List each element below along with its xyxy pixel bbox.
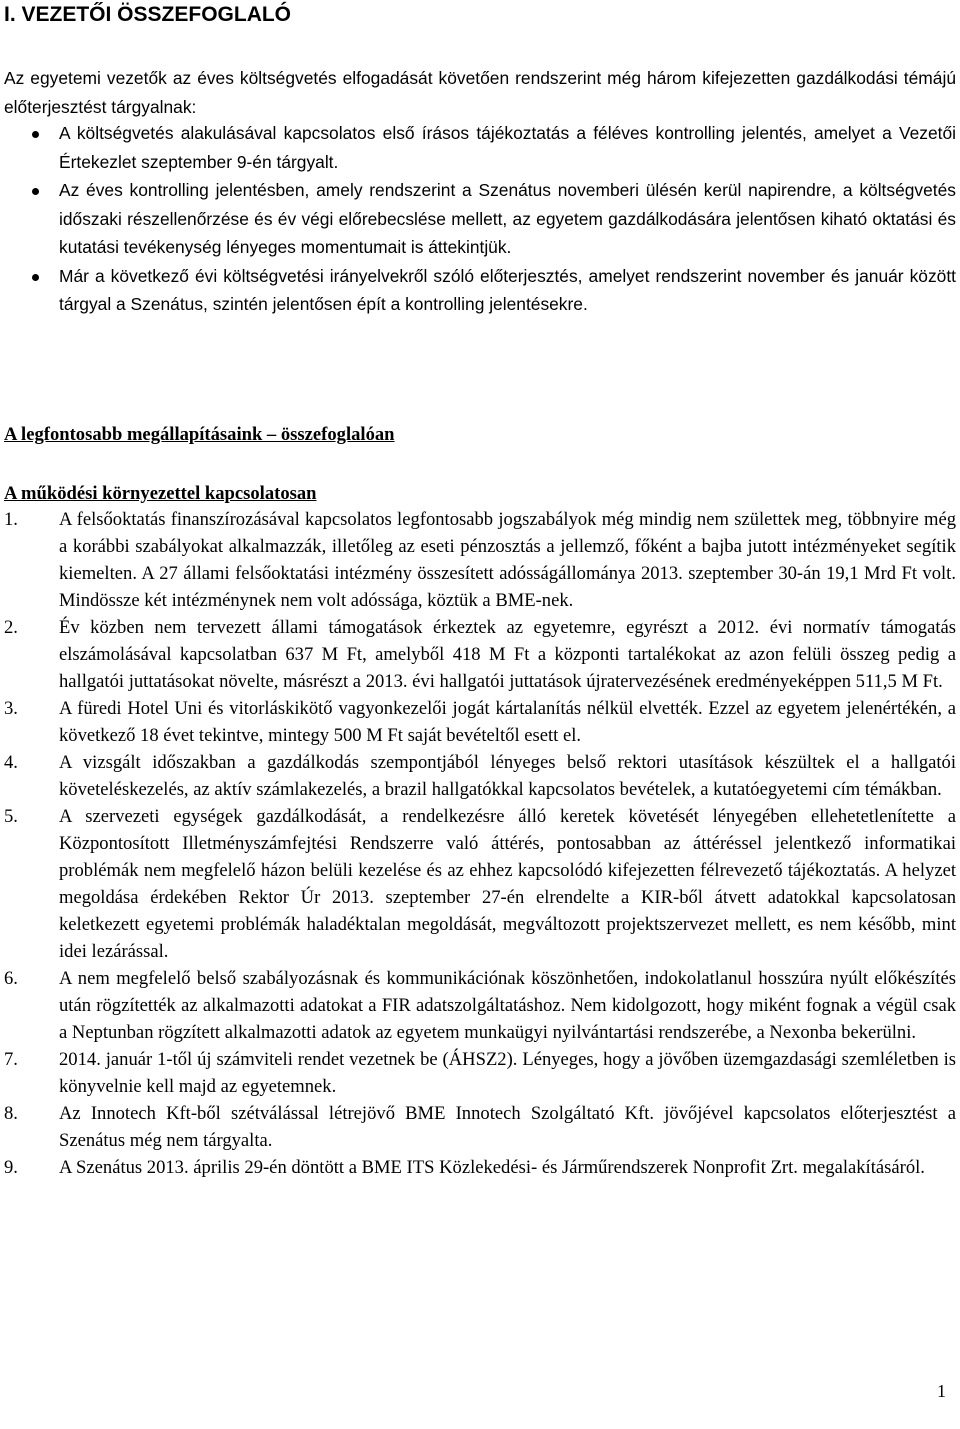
chapter-heading: I. VEZETŐI ÖSSZEFOGLALÓ: [4, 3, 292, 26]
finding-text: A nem megfelelő belső szabályozásnak és kommunikációnak köszönhetően, indokolatlanul hosszúra nyúlt előkészítés után rögzítették az alkalmazotti adatokat a FIR adatszolgáltatáshoz. Nem kidolgozott, hogy miként fognak a végül csak a Neptunban rögzített alkalmazotti adatok az egyetem munkaügyi nyilvántartási rendszerébe, a Nexonba bekerülni.: [59, 968, 956, 1043]
section-title: A legfontosabb megállapításaink – összefoglalóan: [4, 424, 395, 445]
finding-item: [4, 695, 956, 749]
finding-text: Év közben nem tervezett állami támogatások érkeztek az egyetemre, egyrészt a 2012. évi normatív támogatás elszámolásával kapcsolatban 637 M Ft, amelyből 418 M Ft a központi tartalékokat az azon felüli összeg pedig a hallgatói juttatásokat növelte, másrészt a 2013. évi hallgatói juttatások újratervezésének eredményeképpen 511,5 M Ft.: [59, 617, 956, 692]
finding-number: 7.: [4, 1049, 18, 1070]
finding-number: 6.: [4, 968, 18, 989]
finding-text: 2014. január 1-től új számviteli rendet vezetnek be (ÁHSZ2). Lényeges, hogy a jövőben üzemgazdasági szemléletben is könyvelnie kell majd az egyetemnek.: [59, 1049, 956, 1097]
finding-number: 8.: [4, 1103, 18, 1124]
bullet-list: [4, 119, 956, 319]
bullet-item: [4, 119, 956, 176]
finding-item: [4, 965, 956, 1046]
finding-number: 2.: [4, 617, 18, 638]
finding-number: 4.: [4, 752, 18, 773]
finding-number: 5.: [4, 806, 18, 827]
finding-number: 9.: [4, 1157, 18, 1178]
bullet-text: Az éves kontrolling jelentésben, amely rendszerint a Szenátus novemberi ülésén kerül napirendre, a költségvetés időszaki részellenőrzése és év végi előrebecslése mellett, az egyetem gazdálkodására jelentősen kiható oktatási és kutatási tevékenység lényeges momentumait is áttekintjük.: [59, 180, 956, 257]
finding-text: A felsőoktatás finanszírozásával kapcsolatos legfontosabb jogszabályok még mindig nem születtek meg, többnyire még a korábbi szabályokat alkalmazzák, illetőleg az eseti pénzosztás a jellemző, főként a bajba jutott intézményeket segítik kiemelten. A 27 állami felsőoktatási intézmény összesített adósságállománya 2013. szeptember 30-án 19,1 Mrd Ft volt. Mindössze két intézménynek nem volt adóssága, köztük a BME-nek.: [59, 509, 956, 611]
finding-number: 1.: [4, 509, 18, 530]
intro-paragraph: Az egyetemi vezetők az éves költségvetés elfogadását követően rendszerint még három kifejezetten gazdálkodási témájú előterjesztést tárgyalnak:: [4, 68, 956, 117]
finding-item: [4, 803, 956, 965]
finding-item: [4, 1100, 956, 1154]
bullet-text: Már a következő évi költségvetési irányelvekről szóló előterjesztés, amelyet rendszerint november és január között tárgyal a Szenátus, szintén jelentősen épít a kontrolling jelentésekre.: [59, 265, 956, 314]
finding-item: [4, 506, 956, 614]
finding-text: Az Innotech Kft-ből szétválással létrejövő BME Innotech Szolgáltató Kft. jövőjével kapcsolatos előterjesztést a Szenátus még nem tárgyalta.: [59, 1103, 956, 1151]
bullet-text: A költségvetés alakulásával kapcsolatos első írásos tájékoztatás a féléves kontrolling jelentés, amelyet a Vezetői Értekezlet szeptember 9-én tárgyalt.: [59, 123, 956, 172]
bullet-icon: [32, 131, 39, 138]
finding-text: A szervezeti egységek gazdálkodását, a rendelkezésre álló keretek követését lényegében ellehetetlenítette a Központosított Illetményszámfejtési Rendszerre való áttérés, pontosabban az áttéréssel jelentkező informatikai problémák nem megfelelő házon belüli kezelése és az ehhez kapcsolódó kifejezetten félrevezető tájékoztatás. A helyzet megoldása érdekében Rektor Úr 2013. szeptember 27-én elrendelte a KIR-ből átvett adatokkal kapcsolatosan keletkezett egyetemi problémák haladéktalan megoldását, megváltozott projektszervezet mellett, es nem később, mint idei lezárással.: [59, 806, 956, 962]
findings-list: [4, 506, 956, 1181]
finding-item: [4, 749, 956, 803]
finding-item: [4, 1154, 956, 1181]
finding-item: [4, 1046, 956, 1100]
bullet-icon: [32, 188, 39, 195]
bullet-item: [4, 262, 956, 319]
finding-text: A vizsgált időszakban a gazdálkodás szempontjából lényeges belső rektori utasítások készültek el a hallgatói követeléskezelés, az aktív számlakezelés, a brazil hallgatókkal kapcsolatos bevételek, a kutatóegyetemi cím témákban.: [59, 752, 956, 800]
page-number: 1: [937, 1381, 946, 1401]
bullet-icon: [32, 274, 39, 281]
finding-item: [4, 614, 956, 695]
finding-text: A füredi Hotel Uni és vitorláskikötő vagyonkezelői jogát kártalanítás nélkül elvették. Ezzel az egyetem jelenértékén, a következő 18 évet tekintve, mintegy 500 M Ft saját bevételtől esett el.: [59, 698, 956, 746]
bullet-item: [4, 176, 956, 262]
subsection-title: A működési környezettel kapcsolatosan: [4, 483, 317, 504]
finding-text: A Szenátus 2013. április 29-én döntött a BME ITS Közlekedési- és Járműrendszerek Nonprofit Zrt. megalakításáról.: [59, 1157, 925, 1178]
finding-number: 3.: [4, 698, 18, 719]
